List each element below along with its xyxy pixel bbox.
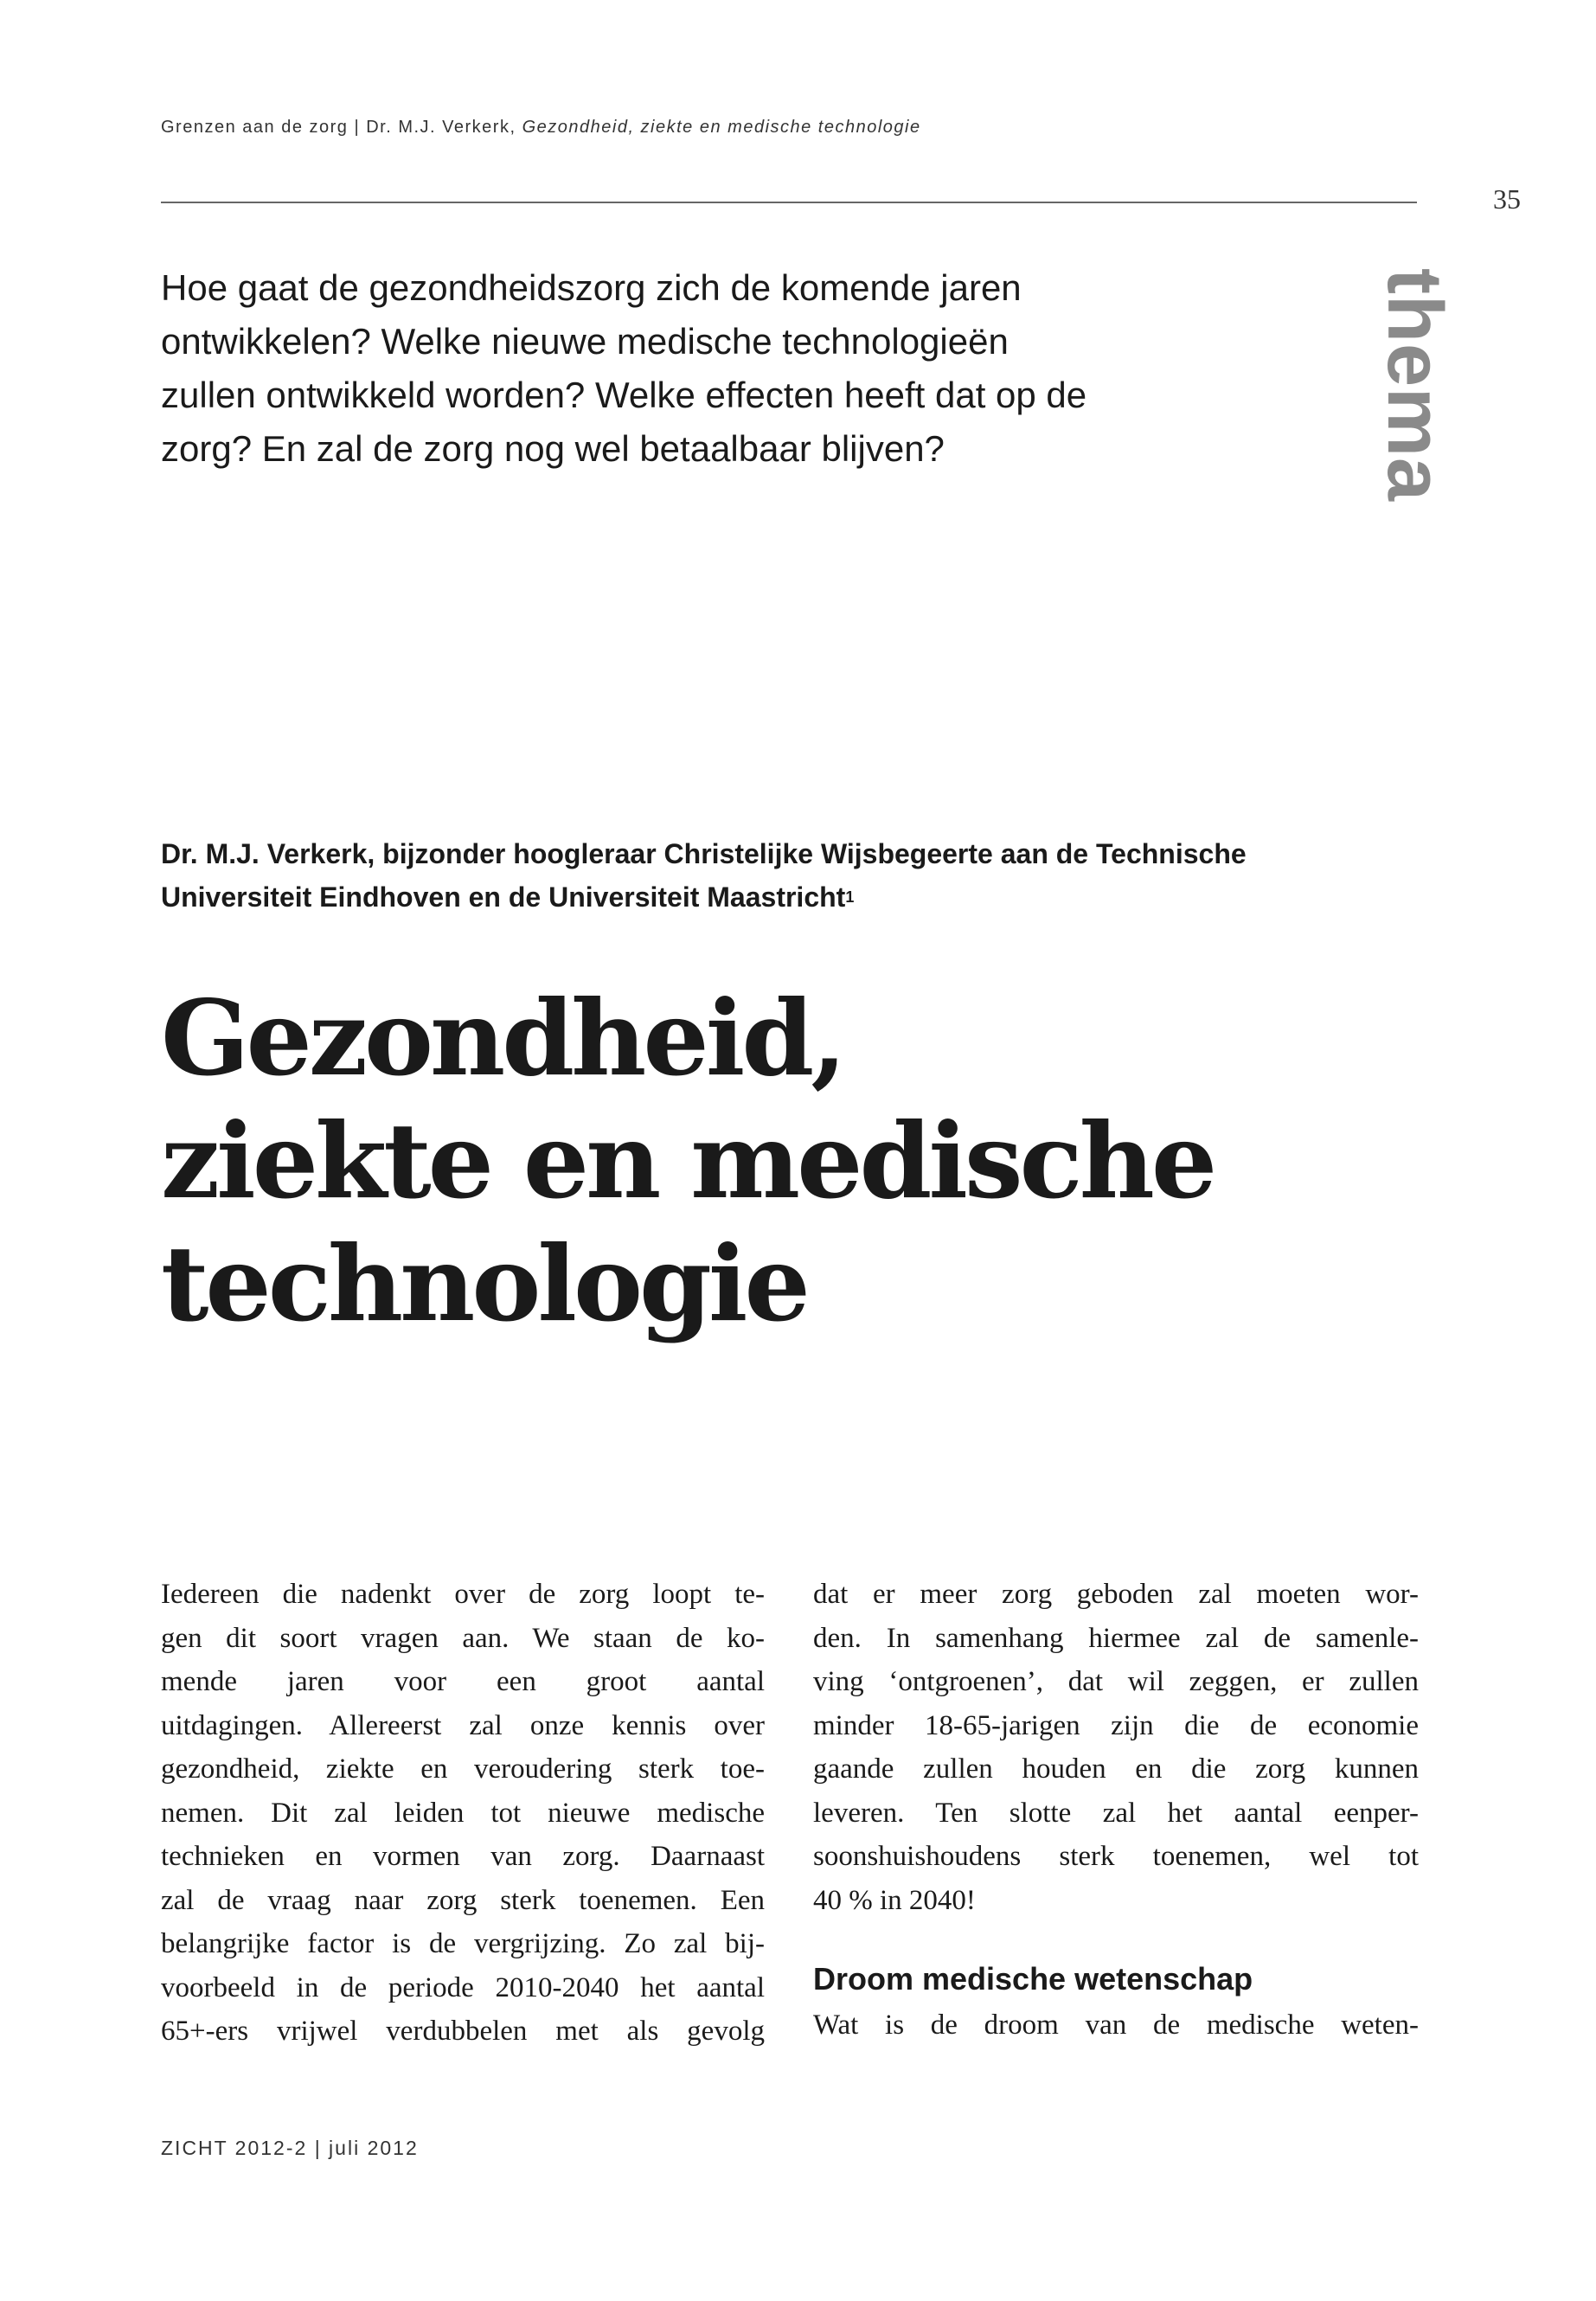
author-line-2	[161, 875, 1424, 919]
body-line: 65+-ers vrijwel verdubbelen met als gevolg	[161, 2016, 765, 2047]
body-line: gaande zullen houden en die zorg kunnen	[813, 1753, 1419, 1785]
title-line: technologie	[161, 1223, 807, 1345]
body-line: uitdagingen. Allereerst zal onze kennis over	[161, 1709, 765, 1741]
running-head	[161, 118, 921, 138]
body-column-right	[813, 1573, 1419, 2048]
article-title	[161, 977, 1424, 1346]
body-line: leveren. Ten slotte zal het aantal eenper-	[813, 1797, 1419, 1829]
body-line: soonshuishoudens sterk toenemen, wel tot	[813, 1841, 1419, 1872]
body-line: mende jaren voor een groot aantal	[161, 1666, 765, 1697]
body-line: nemen. Dit zal leiden tot nieuwe medische	[161, 1797, 765, 1829]
body-line: ving ‘ontgroenen’, dat wil zeggen, er zullen	[813, 1666, 1419, 1697]
title-line: ziekte en medische	[161, 1100, 1215, 1222]
lead-line: zorg? En zal de zorg nog wel betaalbaar blijven?	[161, 428, 945, 469]
body-line: gezondheid, ziekte en veroudering sterk toe-	[161, 1753, 765, 1785]
author-byline	[161, 832, 1424, 919]
body-line: Iedereen die nadenkt over de zorg loopt te-	[161, 1579, 765, 1610]
section-label: thema	[1371, 268, 1458, 503]
page-number: 35	[1493, 183, 1521, 215]
lead-line: zullen ontwikkeld worden? Welke effecten heeft dat op de	[161, 375, 1087, 415]
lead-line: ontwikkelen? Welke nieuwe medische technologieën	[161, 321, 1009, 362]
author-line: Universiteit Eindhoven en de Universiteit Maastricht	[161, 881, 846, 913]
footnote-mark: 1	[845, 888, 855, 906]
body-column-left	[161, 1573, 765, 2054]
body-line: technieken en vormen van zorg. Daarnaast	[161, 1841, 765, 1872]
lead-paragraph	[161, 261, 1285, 476]
body-line: den. In samenhang hiermee zal de samenle-	[813, 1622, 1419, 1654]
running-head-prefix: Grenzen aan de zorg | Dr. M.J. Verkerk,	[161, 118, 522, 137]
lead-line: Hoe gaat de gezondheidszorg zich de komende jaren	[161, 267, 1022, 308]
title-line: Gezondheid,	[161, 977, 844, 1099]
body-line: gen dit soort vragen aan. We staan de ko-	[161, 1622, 765, 1654]
header-rule	[161, 202, 1417, 203]
section-subheading: Droom medische wetenschap	[813, 1961, 1253, 1997]
body-line: zal de vraag naar zorg sterk toenemen. Een	[161, 1884, 765, 1916]
body-line: 40 % in 2040!	[813, 1884, 976, 1916]
page-footer: ZICHT 2012-2 | juli 2012	[161, 2137, 419, 2159]
author-line: Dr. M.J. Verkerk, bijzonder hoogleraar Christelijke Wijsbegeerte aan de Technische	[161, 838, 1247, 869]
body-line: belangrijke factor is de vergrijzing. Zo zal bij-	[161, 1928, 765, 1959]
body-line: voorbeeld in de periode 2010-2040 het aantal	[161, 1971, 765, 2003]
body-line: dat er meer zorg geboden zal moeten wor-	[813, 1579, 1419, 1610]
body-line: minder 18-65-jarigen zijn die de economie	[813, 1709, 1419, 1741]
running-head-article-title: Gezondheid, ziekte en medische technologie	[522, 118, 921, 137]
body-line: Wat is de droom van de medische weten-	[813, 2009, 1419, 2041]
